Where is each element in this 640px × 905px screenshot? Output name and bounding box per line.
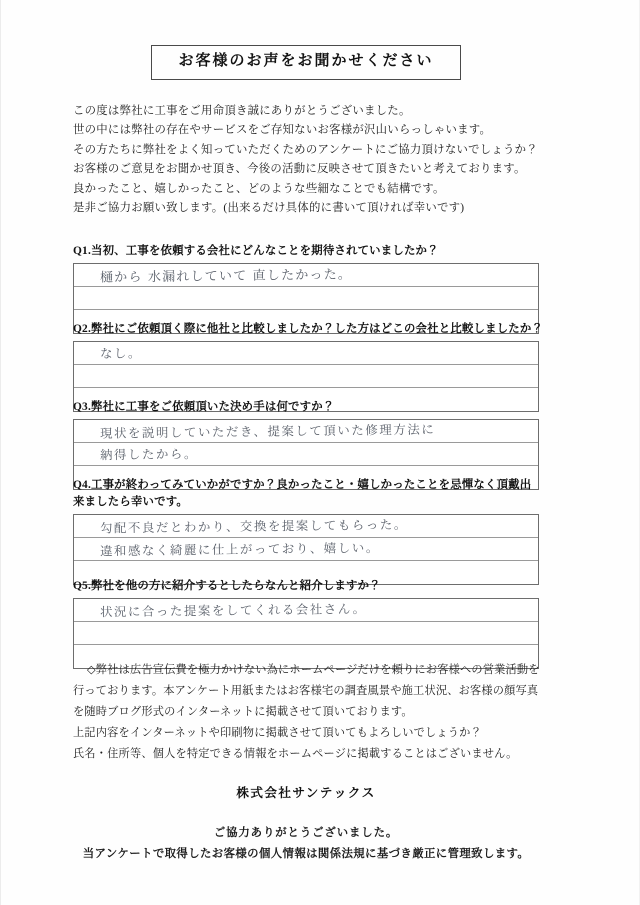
answer-row[interactable] [74,515,538,538]
handwritten-answer: なし。 [99,345,143,361]
disclaimer-line: 上記内容をインターネットや印刷物に掲載させて頂いてもよろしいでしょうか？ [73,727,482,739]
handwritten-answer: 違和感なく綺麗に仕上がっており、嬉しい。 [99,539,380,559]
question-label-q3: Q3.弊社に工事をご依頼頂いた決め手は何ですか？ [73,401,335,413]
answer-row[interactable] [74,599,538,622]
answer-row[interactable] [74,342,538,365]
answer-box-q4[interactable] [73,514,539,585]
answer-row[interactable] [74,264,538,287]
handwritten-answer: 勾配不良だとわかり、交換を提案してもらった。 [99,516,408,536]
question-label-q5: Q5.弊社を他の方に紹介するとしたらなんと紹介しますか？ [73,580,381,592]
answer-row[interactable] [74,420,538,443]
question-block-q5 [73,578,539,669]
privacy-note: 当アンケートで取得したお客様の個人情報は関係法規に基づき厳正に管理致します。 [82,848,530,860]
question-block-q4 [73,477,539,585]
disclaimer-line: を随時ブログ形式のインターネットに掲載させて頂いております。 [73,706,413,718]
handwritten-answer: 樋から 水漏れしていて 直したかった。 [99,267,353,286]
answer-row[interactable] [74,365,538,388]
company-name: 株式会社サンテックス [236,786,376,800]
handwritten-answer: 納得したから。 [99,446,199,463]
intro-line: お客様のご意見をお聞かせ頂き、今後の活動に反映させて頂きたいと考えております。 [73,163,526,176]
answer-row[interactable] [74,622,538,645]
answer-row[interactable] [74,443,538,466]
handwritten-answer: 現状を説明していただき、提案して頂いた修理方法に [99,421,436,441]
intro-line: 良かったこと、嬉しかったこと、どのような些細なことでも結構です。 [73,182,445,195]
question-label-q1: Q1.当初、工事を依頼する会社にどんなことを期待されていましたか？ [73,245,439,257]
question-label-q4: Q4.工事が終わってみていかがですか？良かったこと・嬉しかったことを忌憚なく頂戴出 [73,479,532,491]
answer-box-q5[interactable] [73,598,539,669]
intro-line: 是非ご協力お願い致します。(出来るだけ具体的に書いて頂ければ幸いです) [73,202,465,215]
handwritten-answer: 状況に合った提案をしてくれる会社さん。 [99,601,367,620]
question-label-q4-line2: 来ましたら幸いです。 [73,496,188,508]
page-title: お客様のお声をお聞かせください [151,45,460,80]
disclaimer-line: 氏名・住所等、個人を特定できる情報をホームページに掲載することはございません。 [73,748,518,760]
answer-row[interactable] [74,538,538,561]
answer-row[interactable] [74,287,538,310]
intro-line: その方たちに弊社をよく知っていただくためのアンケートにご協力頂けないでしょうか？ [73,143,538,156]
title-container [73,45,539,80]
intro-line: 世の中には弊社の存在やサービスをご存知ないお客様が沢山いらっしゃいます。 [73,124,492,137]
disclaimer-line: ◇弊社は広告宣伝費を極力かけない為にホームページだけを頼りにお客様への営業活動を [87,664,540,676]
intro-paragraph [73,102,543,218]
disclaimer-paragraph [73,660,543,765]
intro-line: この度は弊社に工事をご用命頂き誠にありがとうございました。 [73,105,411,117]
question-label-q2: Q2.弊社にご依頼頂く際に他社と比較しましたか？した方はどこの会社と比較しましたか？ [73,323,544,335]
disclaimer-line: 行っております。本アンケート用紙またはお客様宅の調査風景や施工状況、お客様の顔写真 [73,685,539,697]
thanks-message: ご協力ありがとうございました。 [213,827,399,839]
closing-block [73,782,539,865]
